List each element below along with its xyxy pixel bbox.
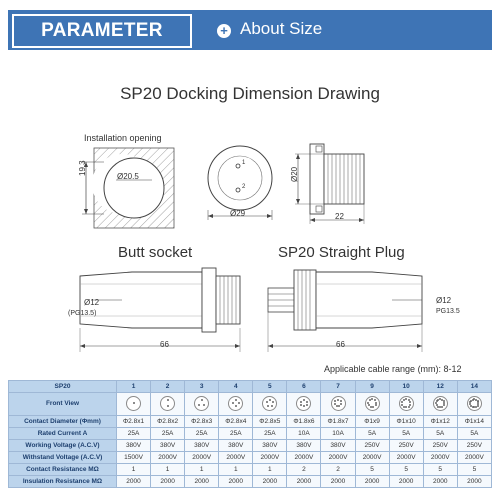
- pin-dot: [338, 405, 340, 407]
- table-row: [9, 416, 492, 428]
- table-cell: 2000V: [253, 452, 287, 464]
- table-cell: 2000: [117, 476, 151, 488]
- pin-dot: [337, 399, 339, 401]
- about-size-label: About Size: [240, 19, 323, 38]
- installation-opening-label: Installation opening: [84, 133, 162, 143]
- pin-dot: [372, 406, 374, 408]
- pin-dot: [403, 399, 405, 401]
- connector-face-icon: [160, 396, 175, 411]
- row-label: Front View: [9, 393, 117, 416]
- pin-dot: [266, 401, 268, 403]
- pin-dot: [401, 401, 403, 403]
- connector-face-icon: [331, 396, 346, 411]
- pin-face-cell: [389, 393, 423, 416]
- table-cell: Φ1x14: [457, 416, 491, 428]
- pin-dot: [367, 402, 369, 404]
- straight-plug-drawing: [262, 262, 442, 354]
- table-cell: Φ2.8x2: [151, 416, 185, 428]
- pin-dot: [306, 404, 308, 406]
- table-cell: 2000: [219, 476, 253, 488]
- table-cell: 2000V: [457, 452, 491, 464]
- table-cell: 2000: [151, 476, 185, 488]
- pin-dot: [133, 402, 135, 404]
- table-cell: 1: [151, 464, 185, 476]
- pin-dot: [303, 405, 305, 407]
- installation-circle-dim: Ø20.5: [117, 172, 139, 181]
- pin-face-cell: [253, 393, 287, 416]
- column-header: 9: [355, 381, 389, 393]
- pin-dot: [475, 406, 477, 408]
- table-row: [9, 440, 492, 452]
- header-banner: [0, 0, 500, 56]
- column-header: 6: [287, 381, 321, 393]
- table-cell: 2000V: [151, 452, 185, 464]
- cable-range-note: Applicable cable range (mm): 8-12: [324, 364, 462, 374]
- pin-dot: [375, 404, 377, 406]
- pin-dot: [334, 403, 336, 405]
- pin-dot: [271, 405, 273, 407]
- table-row: [9, 476, 492, 488]
- table-cell: Φ1x9: [355, 416, 389, 428]
- pin-dot: [441, 406, 443, 408]
- table-cell: 380V: [219, 440, 253, 452]
- table-cell: 250V: [355, 440, 389, 452]
- table-cell: 25A: [151, 428, 185, 440]
- pin-dot: [374, 399, 376, 401]
- table-cell: 380V: [185, 440, 219, 452]
- pin-face-cell: [287, 393, 321, 416]
- table-cell: 380V: [117, 440, 151, 452]
- table-cell: 2000: [355, 476, 389, 488]
- straight-plug-pg: PG13.5: [436, 308, 460, 315]
- table-cell: 2000V: [185, 452, 219, 464]
- connector-face-icon: [433, 396, 448, 411]
- pin-dot: [167, 405, 169, 407]
- butt-socket-dia: Ø12: [84, 298, 100, 307]
- table-cell: 10A: [287, 428, 321, 440]
- table-cell: 1: [117, 464, 151, 476]
- table-cell: 25A: [219, 428, 253, 440]
- pin-face-cell: [117, 393, 151, 416]
- table-cell: 380V: [287, 440, 321, 452]
- column-header: 4: [219, 381, 253, 393]
- table-cell: Φ2.8x5: [253, 416, 287, 428]
- pin-dot: [198, 404, 200, 406]
- pin-dot: [405, 406, 407, 408]
- butt-socket-label: Butt socket: [118, 244, 193, 261]
- connector-face-icon: [467, 396, 482, 411]
- table-corner: SP20: [9, 381, 117, 393]
- table-cell: Φ2.8x4: [219, 416, 253, 428]
- pin-dot: [235, 399, 237, 401]
- table-cell: 5A: [423, 428, 457, 440]
- table-cell: 10A: [321, 428, 355, 440]
- table-cell: 5A: [389, 428, 423, 440]
- row-label: Rated Current A: [9, 428, 117, 440]
- straight-plug-label: SP20 Straight Plug: [278, 244, 405, 261]
- pin-face-cell: [151, 393, 185, 416]
- row-label: Working Voltage (A.C.V): [9, 440, 117, 452]
- table-cell: 2: [321, 464, 355, 476]
- connector-face-icon: [296, 396, 311, 411]
- table-cell: 2000V: [355, 452, 389, 464]
- connector-face-icon: [262, 396, 277, 411]
- table-cell: 2: [287, 464, 321, 476]
- table-cell: Φ1x10: [389, 416, 423, 428]
- side-width-dim: 22: [335, 212, 344, 221]
- table-cell: Φ2.8x3: [185, 416, 219, 428]
- table-cell: 2000: [287, 476, 321, 488]
- pin-dot: [405, 398, 407, 400]
- table-cell: Φ1x12: [423, 416, 457, 428]
- pin-dot: [336, 405, 338, 407]
- table-cell: 380V: [253, 440, 287, 452]
- pin-dot: [334, 400, 336, 402]
- pin-face-cell: [355, 393, 389, 416]
- table-cell: 380V: [151, 440, 185, 452]
- pin-dot: [267, 405, 269, 407]
- front-pin-2: 2: [242, 184, 246, 190]
- table-cell: 25A: [253, 428, 287, 440]
- table-cell: 25A: [185, 428, 219, 440]
- pin-dot: [238, 402, 240, 404]
- table-cell: 1: [253, 464, 287, 476]
- table-cell: 5: [423, 464, 457, 476]
- table-cell: 5A: [457, 428, 491, 440]
- pin-face-cell: [457, 393, 491, 416]
- pin-face-cell: [423, 393, 457, 416]
- row-label: Contact Diameter (Φmm): [9, 416, 117, 428]
- straight-plug-dia: Ø12: [436, 296, 452, 305]
- table-cell: 2000V: [219, 452, 253, 464]
- pin-face-cell: [185, 393, 219, 416]
- table-row: [9, 452, 492, 464]
- column-header: 3: [185, 381, 219, 393]
- pin-dot: [340, 403, 342, 405]
- butt-socket-pg: (PG13.5): [68, 310, 97, 317]
- column-header: 14: [457, 381, 491, 393]
- table-cell: 25A: [117, 428, 151, 440]
- connector-face-icon: [194, 396, 209, 411]
- table-cell: 2000V: [423, 452, 457, 464]
- pin-dot: [201, 399, 203, 401]
- pin-dot: [235, 405, 237, 407]
- table-cell: 2000V: [321, 452, 355, 464]
- connector-face-icon: [228, 396, 243, 411]
- table-cell: 2000V: [287, 452, 321, 464]
- pin-dot: [300, 404, 302, 406]
- connector-face-icon: [126, 396, 141, 411]
- table-cell: 250V: [389, 440, 423, 452]
- table-cell: 380V: [321, 440, 355, 452]
- side-height-dim: Ø20: [290, 166, 299, 182]
- column-header: 10: [389, 381, 423, 393]
- pin-dot: [439, 406, 441, 408]
- installation-height-dim: 19.3: [78, 160, 87, 176]
- pin-dot: [472, 399, 474, 401]
- pin-dot: [409, 401, 411, 403]
- pin-dot: [303, 399, 305, 401]
- pin-dot: [408, 406, 410, 408]
- installation-opening-drawing: [70, 144, 180, 236]
- pin-dot: [369, 399, 371, 401]
- spec-table: [8, 380, 492, 488]
- pin-dot: [371, 398, 373, 400]
- table-cell: 5A: [355, 428, 389, 440]
- table-cell: Φ2.8x1: [117, 416, 151, 428]
- table-row: [9, 428, 492, 440]
- table-cell: 250V: [423, 440, 457, 452]
- pin-dot: [370, 406, 372, 408]
- drawing-title: SP20 Docking Dimension Drawing: [120, 84, 380, 103]
- pin-dot: [340, 400, 342, 402]
- table-cell: 5: [355, 464, 389, 476]
- table-cell: 1: [219, 464, 253, 476]
- pin-dot: [306, 401, 308, 403]
- pin-dot: [167, 399, 169, 401]
- pin-dot: [272, 401, 274, 403]
- front-outer-dim: Ø29: [230, 209, 246, 218]
- table-cell: Φ1.8x6: [287, 416, 321, 428]
- plus-icon: +: [217, 24, 231, 38]
- pin-dot: [203, 404, 205, 406]
- parameter-tab: [12, 14, 192, 48]
- table-cell: 1500V: [117, 452, 151, 464]
- table-cell: 2000: [185, 476, 219, 488]
- connector-face-icon: [365, 396, 380, 411]
- pin-dot: [375, 402, 377, 404]
- table-cell: 2000: [457, 476, 491, 488]
- column-header: 1: [117, 381, 151, 393]
- front-pin-1: 1: [242, 160, 246, 166]
- column-header: 5: [253, 381, 287, 393]
- column-header: 7: [321, 381, 355, 393]
- column-header: 2: [151, 381, 185, 393]
- parameter-label: PARAMETER: [14, 16, 190, 46]
- straight-plug-length: 66: [336, 340, 345, 349]
- table-cell: 5: [457, 464, 491, 476]
- table-row: [9, 464, 492, 476]
- pin-face-cell: [321, 393, 355, 416]
- table-cell: 5: [389, 464, 423, 476]
- butt-socket-length: 66: [160, 340, 169, 349]
- table-cell: 2000: [253, 476, 287, 488]
- table-cell: 2000: [389, 476, 423, 488]
- table-cell: 2000: [423, 476, 457, 488]
- table-cell: Φ1.8x7: [321, 416, 355, 428]
- pin-dot: [403, 406, 405, 408]
- table-cell: 250V: [457, 440, 491, 452]
- pin-dot: [232, 402, 234, 404]
- table-row: [9, 393, 492, 416]
- pin-dot: [269, 399, 271, 401]
- row-label: Insulation Resistance MΩ: [9, 476, 117, 488]
- pin-dot: [300, 401, 302, 403]
- row-label: Withstand Voltage (A.C.V): [9, 452, 117, 464]
- table-cell: 1: [185, 464, 219, 476]
- connector-face-icon: [399, 396, 414, 411]
- row-label: Contact Resistance MΩ: [9, 464, 117, 476]
- pin-face-cell: [219, 393, 253, 416]
- table-cell: 2000: [321, 476, 355, 488]
- pin-dot: [437, 399, 439, 401]
- table-header-row: [9, 381, 492, 393]
- column-header: 12: [423, 381, 457, 393]
- table-cell: 2000V: [389, 452, 423, 464]
